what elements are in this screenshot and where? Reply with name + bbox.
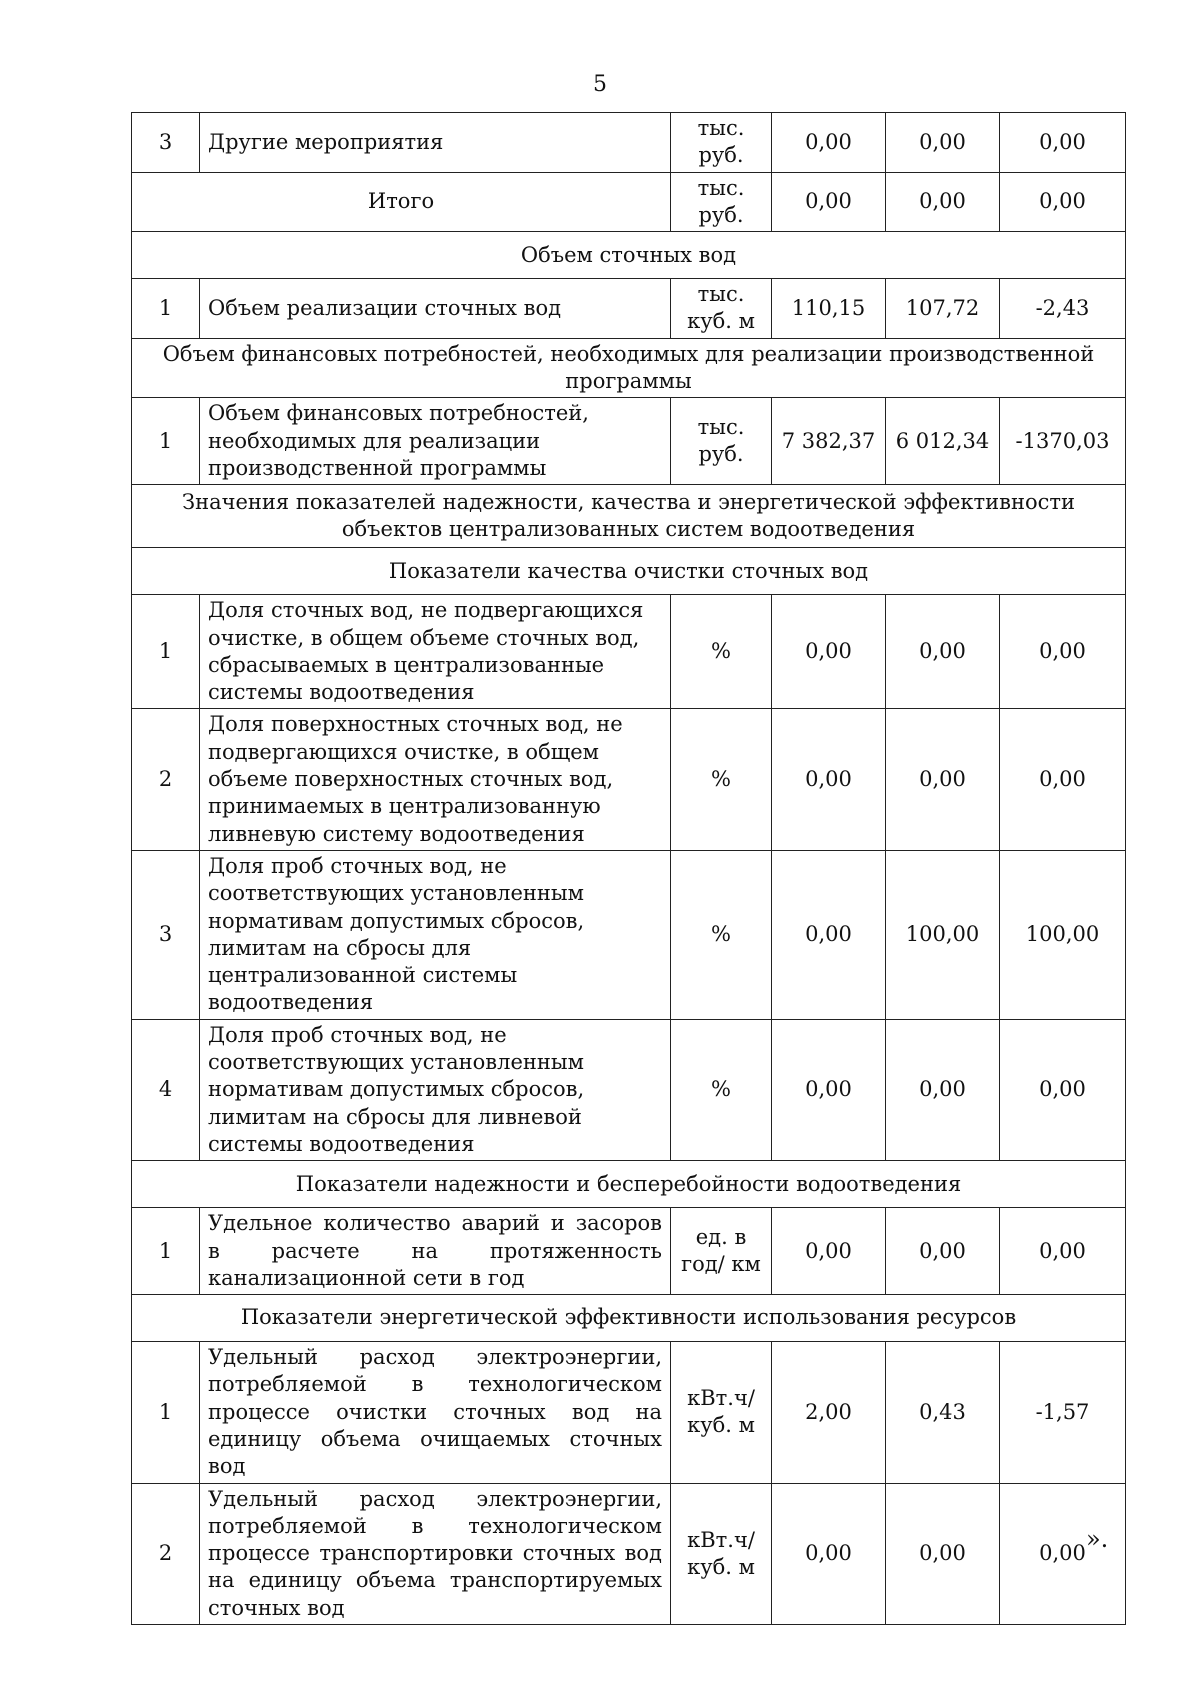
row-number: 2 <box>132 709 200 850</box>
row-unit: кВт.ч/ куб. м <box>671 1483 772 1624</box>
table-row <box>132 279 1126 339</box>
row-value-3: 0,00 <box>1000 709 1126 850</box>
row-value-3: 0,00 <box>1000 113 1126 173</box>
row-value-1: 110,15 <box>772 279 886 339</box>
indicators-table <box>131 112 1126 1625</box>
row-name: Доля поверхностных сточных вод, не подвергающихся очистке, в общем объеме поверхностных сточных вод, принимаемых в централизованную ливневую систему водоотведения <box>200 709 671 850</box>
row-value-2: 0,43 <box>886 1342 1000 1483</box>
row-value-2: 0,00 <box>886 1483 1000 1624</box>
table-row-total <box>132 172 1126 232</box>
row-value-1: 0,00 <box>772 113 886 173</box>
row-value-1: 0,00 <box>772 595 886 709</box>
table-row <box>132 1483 1126 1624</box>
row-value-1: 0,00 <box>772 1483 886 1624</box>
row-number: 3 <box>132 113 200 173</box>
row-value-3: -1370,03 <box>1000 398 1126 485</box>
row-unit: тыс. руб. <box>671 172 772 232</box>
row-value-1: 0,00 <box>772 850 886 1019</box>
row-unit: % <box>671 850 772 1019</box>
row-number: 1 <box>132 1208 200 1295</box>
row-value-1: 0,00 <box>772 1019 886 1160</box>
page-number: 5 <box>593 72 607 97</box>
row-value-3: -1,57 <box>1000 1342 1126 1483</box>
row-number: 2 <box>132 1483 200 1624</box>
row-name: Удельное количество аварий и засоров в расчете на протяженность канализационной сети в год <box>200 1208 671 1295</box>
row-name: Удельный расход электроэнергии, потребляемой в технологическом процессе очистки сточных вод на единицу объема очищаемых сточных вод <box>200 1342 671 1483</box>
row-name: Доля проб сточных вод, не соответствующих установленным нормативам допустимых сбросов, лимитам на сбросы для централизованной системы водоотведения <box>200 850 671 1019</box>
table-row <box>132 398 1126 485</box>
row-unit: тыс. руб. <box>671 113 772 173</box>
section-header-row <box>132 338 1126 398</box>
total-label: Итого <box>132 172 671 232</box>
row-name: Объем реализации сточных вод <box>200 279 671 339</box>
table-row <box>132 113 1126 173</box>
table-row <box>132 1208 1126 1295</box>
section-header: Объем сточных вод <box>132 232 1126 279</box>
section-header-row <box>132 1295 1126 1342</box>
table-row <box>132 1019 1126 1160</box>
row-number: 1 <box>132 1342 200 1483</box>
row-number: 3 <box>132 850 200 1019</box>
row-value-3: 0,00 <box>1000 172 1126 232</box>
row-number: 1 <box>132 398 200 485</box>
row-value-2: 0,00 <box>886 709 1000 850</box>
table-row <box>132 1342 1126 1483</box>
row-value-3: 0,00 <box>1000 1019 1126 1160</box>
row-name: Объем финансовых потребностей, необходимых для реализации производственной программы <box>200 398 671 485</box>
row-value-3: 0,00 <box>1000 1208 1126 1295</box>
row-name: Доля проб сточных вод, не соответствующих установленным нормативам допустимых сбросов, лимитам на сбросы для ливневой системы водоотведения <box>200 1019 671 1160</box>
row-unit: тыс. руб. <box>671 398 772 485</box>
row-number: 4 <box>132 1019 200 1160</box>
section-header-row <box>132 1161 1126 1208</box>
row-unit: % <box>671 1019 772 1160</box>
section-header: Показатели качества очистки сточных вод <box>132 548 1126 595</box>
row-unit: ед. в год/ км <box>671 1208 772 1295</box>
row-number: 1 <box>132 279 200 339</box>
row-value-3: 0,00 <box>1000 595 1126 709</box>
row-value-2: 0,00 <box>886 172 1000 232</box>
row-value-2: 107,72 <box>886 279 1000 339</box>
row-unit: % <box>671 595 772 709</box>
section-header: Показатели надежности и бесперебойности водоотведения <box>132 1161 1126 1208</box>
row-name: Удельный расход электроэнергии, потребляемой в технологическом процессе транспортировки сточных вод на единицу объема транспортируемых сточных вод <box>200 1483 671 1624</box>
row-value-2: 6 012,34 <box>886 398 1000 485</box>
section-header: Объем финансовых потребностей, необходимых для реализации производственной программы <box>132 338 1126 398</box>
row-value-2: 0,00 <box>886 1208 1000 1295</box>
row-value-1: 0,00 <box>772 709 886 850</box>
row-value-3: -2,43 <box>1000 279 1126 339</box>
row-name: Доля сточных вод, не подвергающихся очистке, в общем объеме сточных вод, сбрасываемых в централизованные системы водоотведения <box>200 595 671 709</box>
row-value-2: 0,00 <box>886 595 1000 709</box>
row-value-2: 0,00 <box>886 113 1000 173</box>
section-header-row <box>132 232 1126 279</box>
row-value-2: 0,00 <box>886 1019 1000 1160</box>
row-name: Другие мероприятия <box>200 113 671 173</box>
section-header-row <box>132 485 1126 548</box>
closing-quote-mark: ». <box>1086 1525 1109 1553</box>
row-value-3: 0,00 <box>1000 1483 1126 1624</box>
row-unit: % <box>671 709 772 850</box>
row-value-1: 0,00 <box>772 172 886 232</box>
table-row <box>132 850 1126 1019</box>
table-row <box>132 709 1126 850</box>
row-number: 1 <box>132 595 200 709</box>
row-value-1: 0,00 <box>772 1208 886 1295</box>
section-header: Показатели энергетической эффективности использования ресурсов <box>132 1295 1126 1342</box>
row-value-3: 100,00 <box>1000 850 1126 1019</box>
row-value-2: 100,00 <box>886 850 1000 1019</box>
section-header: Значения показателей надежности, качества и энергетической эффективности объектов централизованных систем водоотведения <box>132 485 1126 548</box>
row-value-1: 7 382,37 <box>772 398 886 485</box>
section-header-row <box>132 548 1126 595</box>
row-unit: тыс. куб. м <box>671 279 772 339</box>
row-value-1: 2,00 <box>772 1342 886 1483</box>
row-unit: кВт.ч/ куб. м <box>671 1342 772 1483</box>
table-row <box>132 595 1126 709</box>
